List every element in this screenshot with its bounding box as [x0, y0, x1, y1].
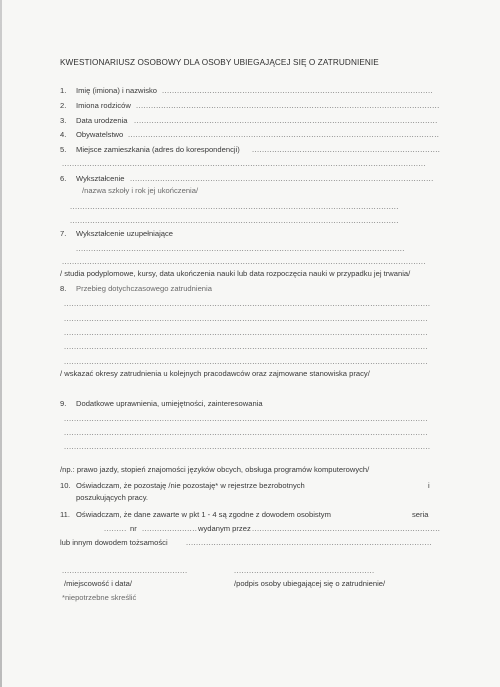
- item-6-field-line-3[interactable]: ...................................................................................................................................: [70, 216, 399, 225]
- item-11-text: Oświadczam, że dane zawarte w pkt 1 - 4 są zgodne z dowodem osobistym: [76, 510, 331, 519]
- item-8-number: 8.: [60, 284, 67, 293]
- item-10-right-letter: i: [428, 481, 430, 490]
- item-2-label: Imiona rodziców: [76, 101, 131, 110]
- item-10-continuation: poszukujących pracy.: [76, 493, 149, 502]
- item-11-seria: seria: [412, 510, 429, 519]
- item-11-issuer-field[interactable]: ...........................................................................: [252, 524, 441, 533]
- place-date-field[interactable]: ..................................................: [62, 566, 188, 575]
- item-3-field[interactable]: .........................................................................................................................: [134, 116, 438, 125]
- place-date-label: /miejscowość i data/: [64, 579, 132, 588]
- item-4-number: 4.: [60, 130, 67, 139]
- item-2-number: 2.: [60, 101, 67, 110]
- item-6-field[interactable]: .........................................................................................................................: [130, 174, 434, 183]
- item-10-text: Oświadczam, że pozostaję /nie pozostaję* w rejestrze bezrobotnych: [76, 481, 305, 490]
- item-1-number: 1.: [60, 86, 67, 95]
- item-7-label: Wykształcenie uzupełniające: [76, 229, 174, 238]
- item-7-hint: / studia podyplomowe, kursy, data ukończenia nauki lub data rozpoczęcia nauki w przypadku jej trwania/: [60, 269, 411, 278]
- item-10-number: 10.: [60, 481, 71, 490]
- scan-edge: [0, 0, 2, 687]
- item-8-field-line-3[interactable]: .................................................................................................................................................: [64, 328, 428, 337]
- item-7-field-line-2[interactable]: .................................................................................................................................................: [62, 257, 426, 266]
- form-title: KWESTIONARIUSZ OSOBOWY DLA OSOBY UBIEGAJĄCEJ SIĘ O ZATRUDNIENIE: [60, 58, 379, 67]
- item-5-field[interactable]: ...........................................................................: [252, 145, 441, 154]
- item-9-field[interactable]: .................................................................................................................................................: [64, 414, 428, 423]
- item-9-hint: /np.: prawo jazdy, stopień znajomości języków obcych, obsługa programów komputerowych/: [60, 465, 370, 474]
- item-7-number: 7.: [60, 229, 67, 238]
- item-11-other-id: lub innym dowodem tożsamości: [60, 538, 168, 547]
- item-5-field-line-2[interactable]: .................................................................................................................................................: [62, 159, 426, 168]
- item-5-number: 5.: [60, 145, 67, 154]
- item-9-label: Dodatkowe uprawnienia, umiejętności, zainteresowania: [76, 399, 263, 408]
- item-8-field-line-5[interactable]: .................................................................................................................................................: [64, 357, 428, 366]
- item-9-field-line-3[interactable]: ..................................................................................................................................................: [64, 442, 431, 451]
- item-11-number-field[interactable]: ......................: [142, 524, 198, 533]
- item-11-wydanym: wydanym przez: [198, 524, 251, 533]
- item-1-field[interactable]: ............................................................................................................: [162, 86, 434, 95]
- item-11-number: 11.: [60, 510, 70, 519]
- item-4-label: Obywatelstwo: [76, 130, 124, 139]
- item-6-field-line-2[interactable]: ...................................................................................................................................: [70, 202, 399, 211]
- signature-field[interactable]: ........................................................: [234, 566, 375, 575]
- item-2-field[interactable]: .........................................................................................................................: [136, 101, 440, 110]
- item-8-field[interactable]: ..................................................................................................................................................: [64, 299, 431, 308]
- item-11-series-field[interactable]: .........: [104, 524, 127, 533]
- item-4-field[interactable]: ............................................................................................................................: [128, 130, 440, 139]
- item-8-hint: / wskazać okresy zatrudnienia u kolejnych pracodawców oraz zajmowane stanowiska pracy/: [60, 369, 370, 378]
- signature-label: /podpis osoby ubiegającej się o zatrudnienie/: [234, 579, 386, 588]
- item-6-hint: /nazwa szkoły i rok jej ukończenia/: [82, 186, 199, 195]
- item-8-field-line-2[interactable]: .................................................................................................................................................: [64, 314, 428, 323]
- item-11-nr: nr: [130, 524, 137, 533]
- item-8-label: Przebieg dotychczasowego zatrudnienia: [76, 284, 212, 293]
- item-8-field-line-4[interactable]: .................................................................................................................................................: [64, 342, 428, 351]
- item-6-label: Wykształcenie: [76, 174, 125, 183]
- item-5-label: Miejsce zamieszkania (adres do korespondencji): [76, 145, 240, 154]
- item-7-field[interactable]: ...................................................................................................................................: [76, 244, 405, 253]
- item-9-field-line-2[interactable]: .................................................................................................................................................: [64, 428, 428, 437]
- footnote: *niepotrzebne skreślić: [62, 593, 137, 602]
- item-3-label: Data urodzenia: [76, 116, 128, 125]
- item-11-other-id-field[interactable]: ..................................................................................................: [186, 538, 432, 547]
- item-3-number: 3.: [60, 116, 67, 125]
- item-9-number: 9.: [60, 399, 67, 408]
- item-1-label: Imię (imiona) i nazwisko: [76, 86, 158, 95]
- item-6-number: 6.: [60, 174, 67, 183]
